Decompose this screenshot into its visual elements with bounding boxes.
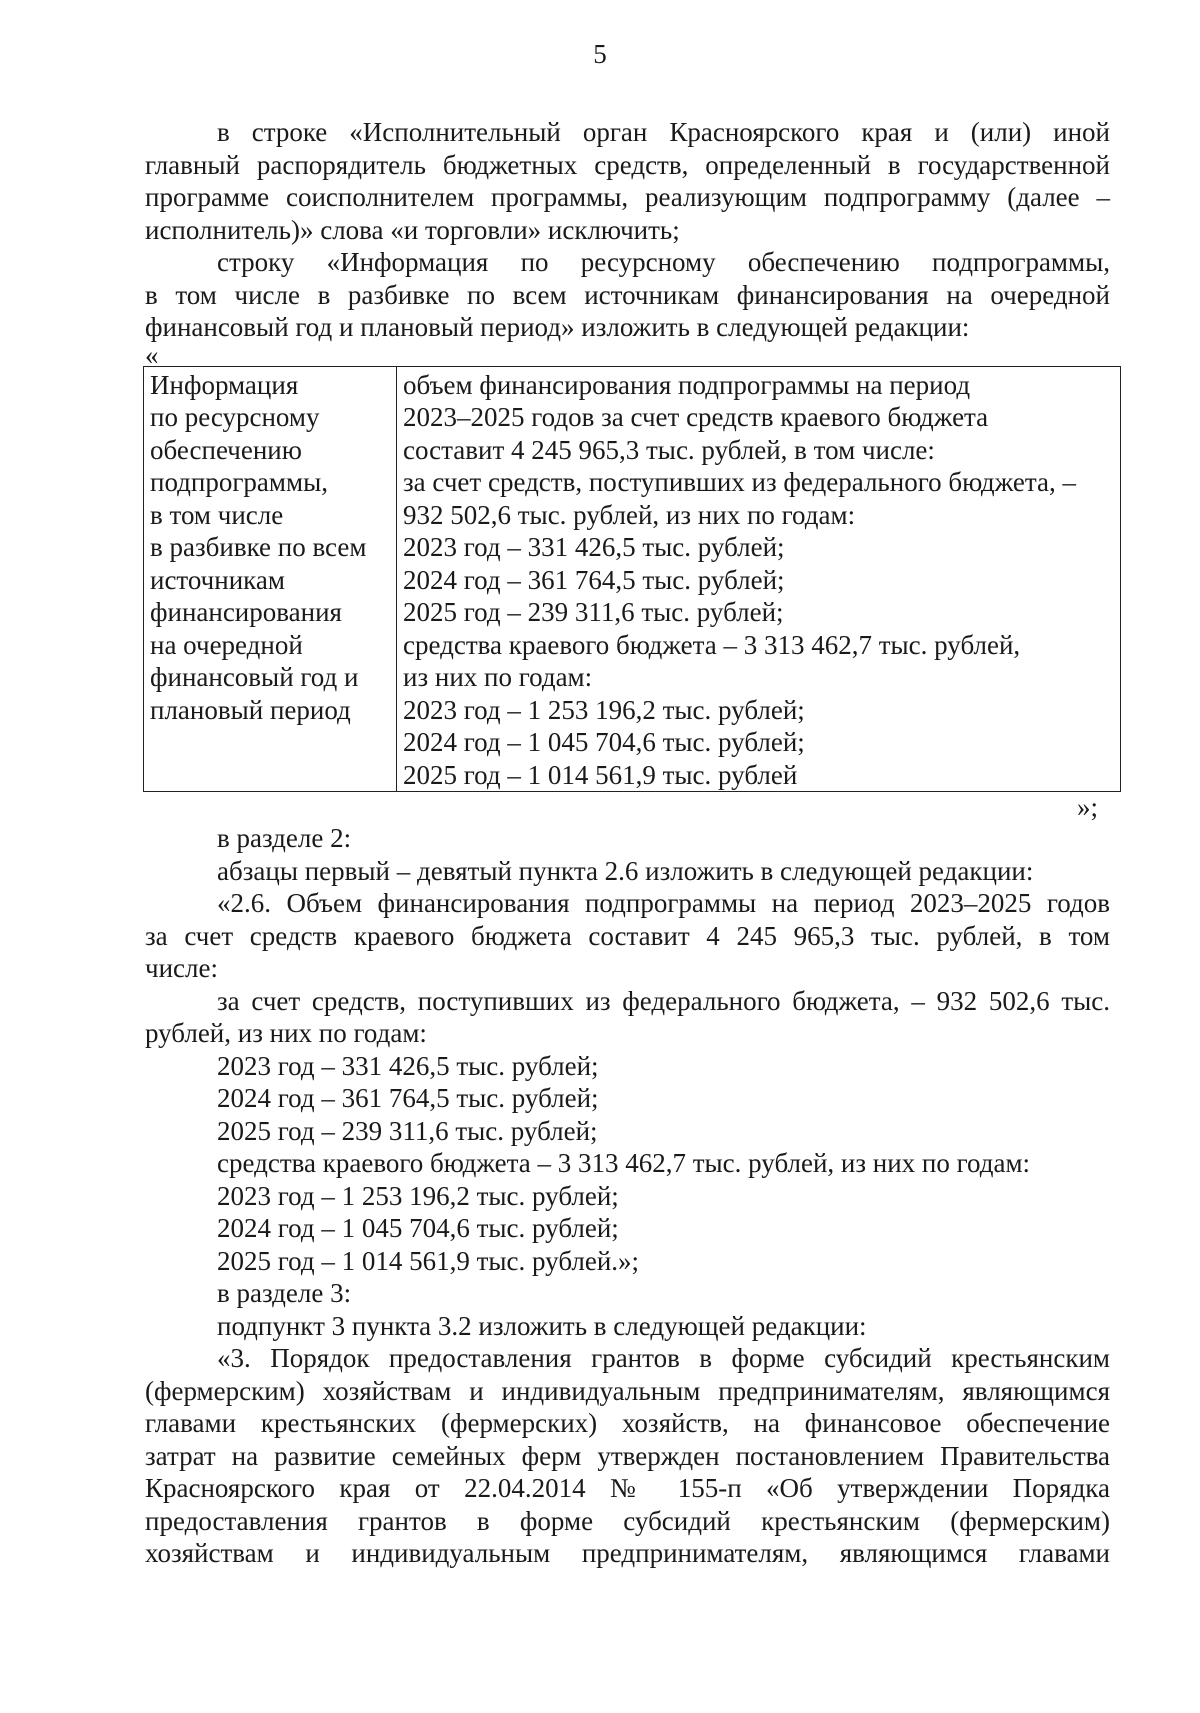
page-number: 5 (593, 39, 607, 69)
section-heading: в разделе 3: (217, 1278, 352, 1308)
section-heading: в разделе 2: (217, 823, 352, 853)
text-line: хозяйствам и индивидуальным предпринимателям, являющимся главами (145, 1538, 1110, 1568)
year-line: 2024 год – 361 764,5 тыс. рублей; (217, 1083, 599, 1113)
text-line: за счет средств, поступивших из федерального бюджета, – 932 502,6 тыс. (217, 985, 1110, 1016)
cell-line: средства краевого бюджета – 3 313 462,7 тыс. рублей, (403, 629, 1021, 660)
section-instruction: абзацы первый – девятый пункта 2.6 изложить в следующей редакции: (217, 855, 1034, 886)
text-line: финансовый год и плановый период» изложить в следующей редакции: (145, 312, 970, 342)
text-line: исполнитель)» слова «и торговли» исключить; (145, 214, 680, 245)
document-body (145, 116, 1110, 1570)
cell-line: 932 502,6 тыс. рублей, из них по годам: (403, 499, 856, 530)
text-line: в строке «Исполнительный орган Красноярского края и (или) иной (217, 117, 1110, 147)
section-2 (145, 822, 1110, 1277)
cell-line: в том числе (150, 499, 284, 530)
cell-line: подпрограммы, (150, 467, 328, 497)
cell-line: 2025 год – 1 014 561,9 тыс. рублей (403, 759, 798, 790)
section-3 (145, 1277, 1110, 1570)
year-line: 2025 год – 1 014 561,9 тыс. рублей.»; (217, 1245, 640, 1276)
text-line: «3. Порядок предоставления грантов в форме субсидий крестьянским (217, 1343, 1110, 1373)
text-line: Красноярского края от 22.04.2014 № 155-п «Об утверждении Порядка (145, 1473, 1110, 1503)
cell-line: 2023–2025 годов за счет средств краевого бюджета (403, 402, 989, 432)
year-line: 2024 год – 1 045 704,6 тыс. рублей; (217, 1213, 619, 1243)
table-row (144, 366, 1121, 792)
text-line: затрат на развитие семейных ферм утвержден постановлением Правительства (145, 1440, 1110, 1471)
text-line: главами крестьянских (фермерских) хозяйств, на финансовое обеспечение (145, 1408, 1110, 1438)
text-line: (фермерским) хозяйствам и индивидуальным предпринимателям, являющимся (145, 1375, 1110, 1406)
cell-line: 2024 год – 361 764,5 тыс. рублей; (403, 564, 785, 595)
intro-paragraph-2 (145, 246, 1110, 344)
text-line: числе: (145, 953, 218, 983)
cell-line: финансирования (150, 597, 342, 627)
resource-info-table (143, 366, 1121, 793)
cell-line: обеспечению (150, 434, 302, 465)
cell-line: 2023 год – 1 253 196,2 тыс. рублей; (403, 694, 805, 725)
text-line: средства краевого бюджета – 3 313 462,7 тыс. рублей, из них по годам: (217, 1148, 1031, 1178)
table-left-cell (144, 366, 397, 792)
cell-line: 2023 год – 331 426,5 тыс. рублей; (403, 532, 785, 562)
cell-line: в разбивке по всем (150, 532, 367, 562)
cell-line: составит 4 245 965,3 тыс. рублей, в том числе: (403, 434, 935, 465)
text-line: в том числе в разбивке по всем источникам финансирования на очередной (145, 279, 1110, 310)
cell-line: объем финансирования подпрограммы на период (403, 369, 971, 400)
text-line: «2.6. Объем финансирования подпрограммы на период 2023–2025 годов (217, 888, 1110, 918)
year-line: 2023 год – 1 253 196,2 тыс. рублей; (217, 1180, 619, 1211)
table-right-cell (397, 366, 1121, 792)
year-line: 2023 год – 331 426,5 тыс. рублей; (217, 1050, 599, 1081)
text-line: рублей, из них по годам: (145, 1018, 427, 1048)
cell-line: из них по годам: (403, 662, 593, 692)
cell-line: за счет средств, поступивших из федерального бюджета, – (403, 467, 1077, 497)
cell-line: по ресурсному (150, 402, 320, 432)
cell-line: источникам (150, 564, 285, 595)
cell-line: на очередной (150, 629, 303, 660)
cell-line: Информация (150, 369, 299, 400)
text-line: главный распорядитель бюджетных средств, определенный в государственной (145, 149, 1110, 180)
text-line: строку «Информация по ресурсному обеспечению подпрограммы, (217, 247, 1110, 277)
cell-line: финансовый год и (150, 662, 359, 692)
intro-paragraph-1 (145, 116, 1110, 246)
table-open-quote: « (145, 339, 159, 370)
cell-line: 2024 год – 1 045 704,6 тыс. рублей; (403, 727, 805, 757)
section-instruction: подпункт 3 пункта 3.2 изложить в следующей редакции: (217, 1310, 867, 1341)
text-line: за счет средств краевого бюджета составит 4 245 965,3 тыс. рублей, в том (145, 920, 1110, 951)
cell-line: плановый период (150, 694, 351, 725)
table-close-quote: »; (1076, 792, 1098, 822)
year-line: 2025 год – 239 311,6 тыс. рублей; (217, 1115, 598, 1146)
cell-line: 2025 год – 239 311,6 тыс. рублей; (403, 597, 784, 627)
text-line: программе соисполнителем программы, реализующим подпрограмму (далее – (145, 182, 1110, 212)
text-line: предоставления грантов в форме субсидий крестьянским (фермерским) (145, 1505, 1110, 1536)
